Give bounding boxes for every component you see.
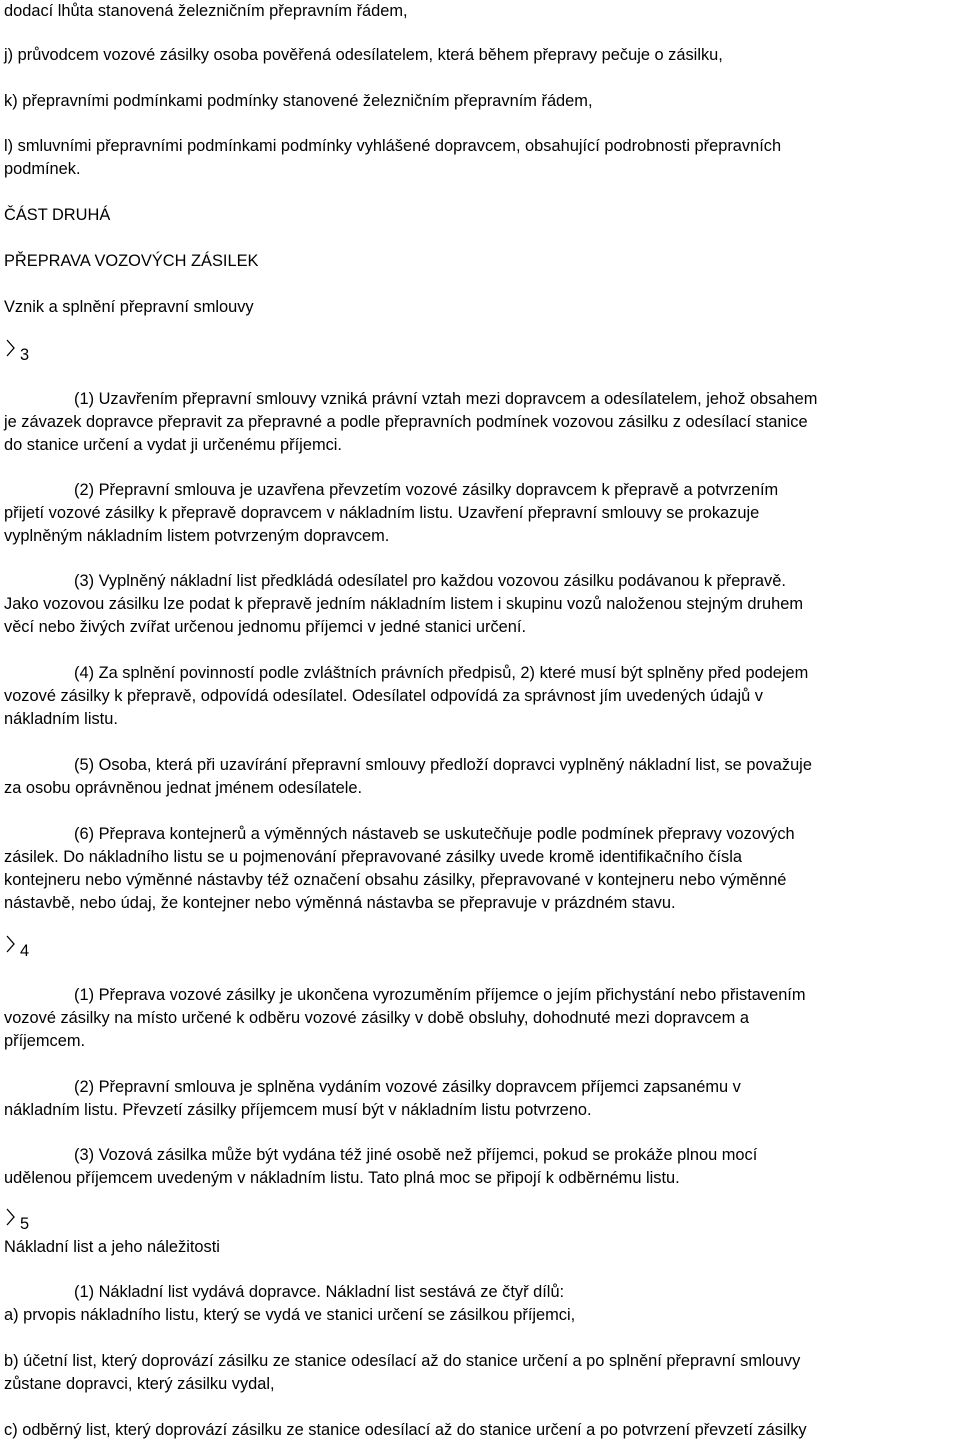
text-line: přijetí vozové zásilky k přepravě dopravcem v nákladním listu. Uzavření přepravní smlouvy se prokazuje [4, 504, 760, 522]
text-line: (6) Přeprava kontejnerů a výměnných nástaveb se uskutečňuje podle podmínek přepravy vozových [74, 825, 795, 843]
section-4-paragraph-2 [4, 1076, 958, 1122]
text-line: zůstane dopravci, který zásilku vydal, [4, 1375, 275, 1393]
section-5-title: Nákladní list a jeho náležitosti [4, 1238, 220, 1256]
text-line: nákladním listu. Převzetí zásilky příjemcem musí být v nákladním listu potvrzeno. [4, 1101, 592, 1119]
text-line: za osobu oprávněnou jednat jménem odesílatele. [4, 779, 363, 797]
text-line: (2) Přepravní smlouva je splněna vydáním vozové zásilky dopravcem příjemci zapsanému v [74, 1078, 741, 1096]
text-line: je závazek dopravce přepravit za přepravné a podle přepravních podmínek vozovou zásilku z odesílací stanice [4, 413, 808, 431]
section-number: 4 [20, 942, 30, 960]
text-line: (2) Přepravní smlouva je uzavřena převzetím vozové zásilky dopravcem k přepravě a potvrzením [74, 481, 779, 499]
definition-item-j [4, 44, 958, 67]
text-line: l) smluvními přepravními podmínkami podmínky vyhlášené dopravcem, obsahující podrobnosti přepravních [4, 137, 782, 155]
text-line: b) účetní list, který doprovází zásilku ze stanice odesílací až do stanice určení a po splnění přepravní smlouvy [4, 1352, 801, 1370]
list-item-b [4, 1350, 958, 1396]
text-line: (3) Vozová zásilka může být vydána též jiné osobě než příjemci, pokud se prokáže plnou mocí [74, 1146, 758, 1164]
text-line: c) odběrný list, který doprovází zásilku ze stanice odesílací až do stanice určení a po potvrzení převzetí zásilky [4, 1421, 807, 1439]
definition-item-l [4, 135, 958, 181]
text-line: příjemcem. [4, 1032, 86, 1050]
section-sign-icon [4, 934, 16, 954]
section-3-paragraph-4 [4, 662, 958, 731]
text-line: zásilek. Do nákladního listu se u pojmenování přepravované zásilky uvede kromě identifikačního čísla [4, 848, 742, 866]
text-line: (1) Uzavřením přepravní smlouvy vzniká právní vztah mezi dopravcem a odesílatelem, jehož obsahem [74, 390, 818, 408]
section-sign-icon [4, 338, 16, 358]
list-item-c [4, 1419, 958, 1442]
definition-item-i [4, 0, 958, 23]
section-3-paragraph-6 [4, 823, 958, 915]
section-number: 5 [20, 1215, 30, 1233]
text-line: (1) Přeprava vozové zásilky je ukončena vyrozuměním příjemce o jejím přichystání nebo přistavením [74, 986, 806, 1004]
text-line: vozové zásilky k přepravě, odpovídá odesílatel. Odesílatel odpovídá za správnost jím uvedených údajů v [4, 687, 763, 705]
definition-item-k [4, 90, 958, 113]
chapter-heading: Vznik a splnění přepravní smlouvy [4, 298, 254, 316]
text-line: nástavbě, nebo údaj, že kontejner nebo výměnná nástavba se přepravuje v prázdném stavu. [4, 894, 676, 912]
text-line: (3) Vyplněný nákladní list předkládá odesílatel pro každou vozovou zásilku podávanou k přepravě. [74, 572, 786, 590]
text-line: (4) Za splnění povinností podle zvláštních právních předpisů, 2) které musí být splněny před podejem [74, 664, 809, 682]
text-line: kontejneru nebo výměnné nástavby též označení obsahu zásilky, přepravované v kontejneru nebo výměnné [4, 871, 787, 889]
list-item-a: a) prvopis nákladního listu, který se vydá ve stanici určení se zásilkou příjemci, [4, 1306, 576, 1324]
text-line: dodací lhůta stanovená železničním přepravním řádem, [4, 2, 408, 20]
text-line: Jako vozovou zásilku lze podat k přepravě jedním nákladním listem i skupinu vozů naloženou stejným druhem [4, 595, 804, 613]
section-5-paragraph-1 [4, 1281, 958, 1327]
section-3-paragraph-3 [4, 570, 958, 639]
text-line: vyplněným nákladním listem potvrzeným dopravcem. [4, 527, 390, 545]
text-line: k) přepravními podmínkami podmínky stanovené železničním přepravním řádem, [4, 92, 593, 110]
text-line: udělenou příjemcem uvedeným v nákladním listu. Tato plná moc se připojí k odběrnému listu. [4, 1169, 680, 1187]
text-line: vozové zásilky na místo určené k odběru vozové zásilky v době obsluhy, dohodnuté mezi dopravcem a [4, 1009, 749, 1027]
section-3-paragraph-5 [4, 754, 958, 800]
text-line: (5) Osoba, která při uzavírání přepravní smlouvy předloží dopravci vyplněný nákladní list, se považuje [74, 756, 812, 774]
section-4-paragraph-3 [4, 1144, 958, 1190]
section-3-paragraph-1 [4, 388, 958, 457]
text-line: nákladním listu. [4, 710, 118, 728]
part-subtitle: PŘEPRAVA VOZOVÝCH ZÁSILEK [4, 252, 259, 270]
section-sign-icon [4, 1207, 16, 1227]
text-line: podmínek. [4, 160, 81, 178]
text-line: věcí nebo živých zvířat určenou jednomu příjemci v jedné stanici určení. [4, 618, 527, 636]
text-line: do stanice určení a vydat ji určenému příjemci. [4, 436, 342, 454]
section-number: 3 [20, 346, 30, 364]
text-line: j) průvodcem vozové zásilky osoba pověřená odesílatelem, která během přepravy pečuje o zásilku, [4, 46, 723, 64]
text-line: (1) Nákladní list vydává dopravce. Nákladní list sestává ze čtyř dílů: [74, 1283, 565, 1301]
section-4-paragraph-1 [4, 984, 958, 1053]
part-title: ČÁST DRUHÁ [4, 206, 111, 224]
section-3-paragraph-2 [4, 479, 958, 548]
